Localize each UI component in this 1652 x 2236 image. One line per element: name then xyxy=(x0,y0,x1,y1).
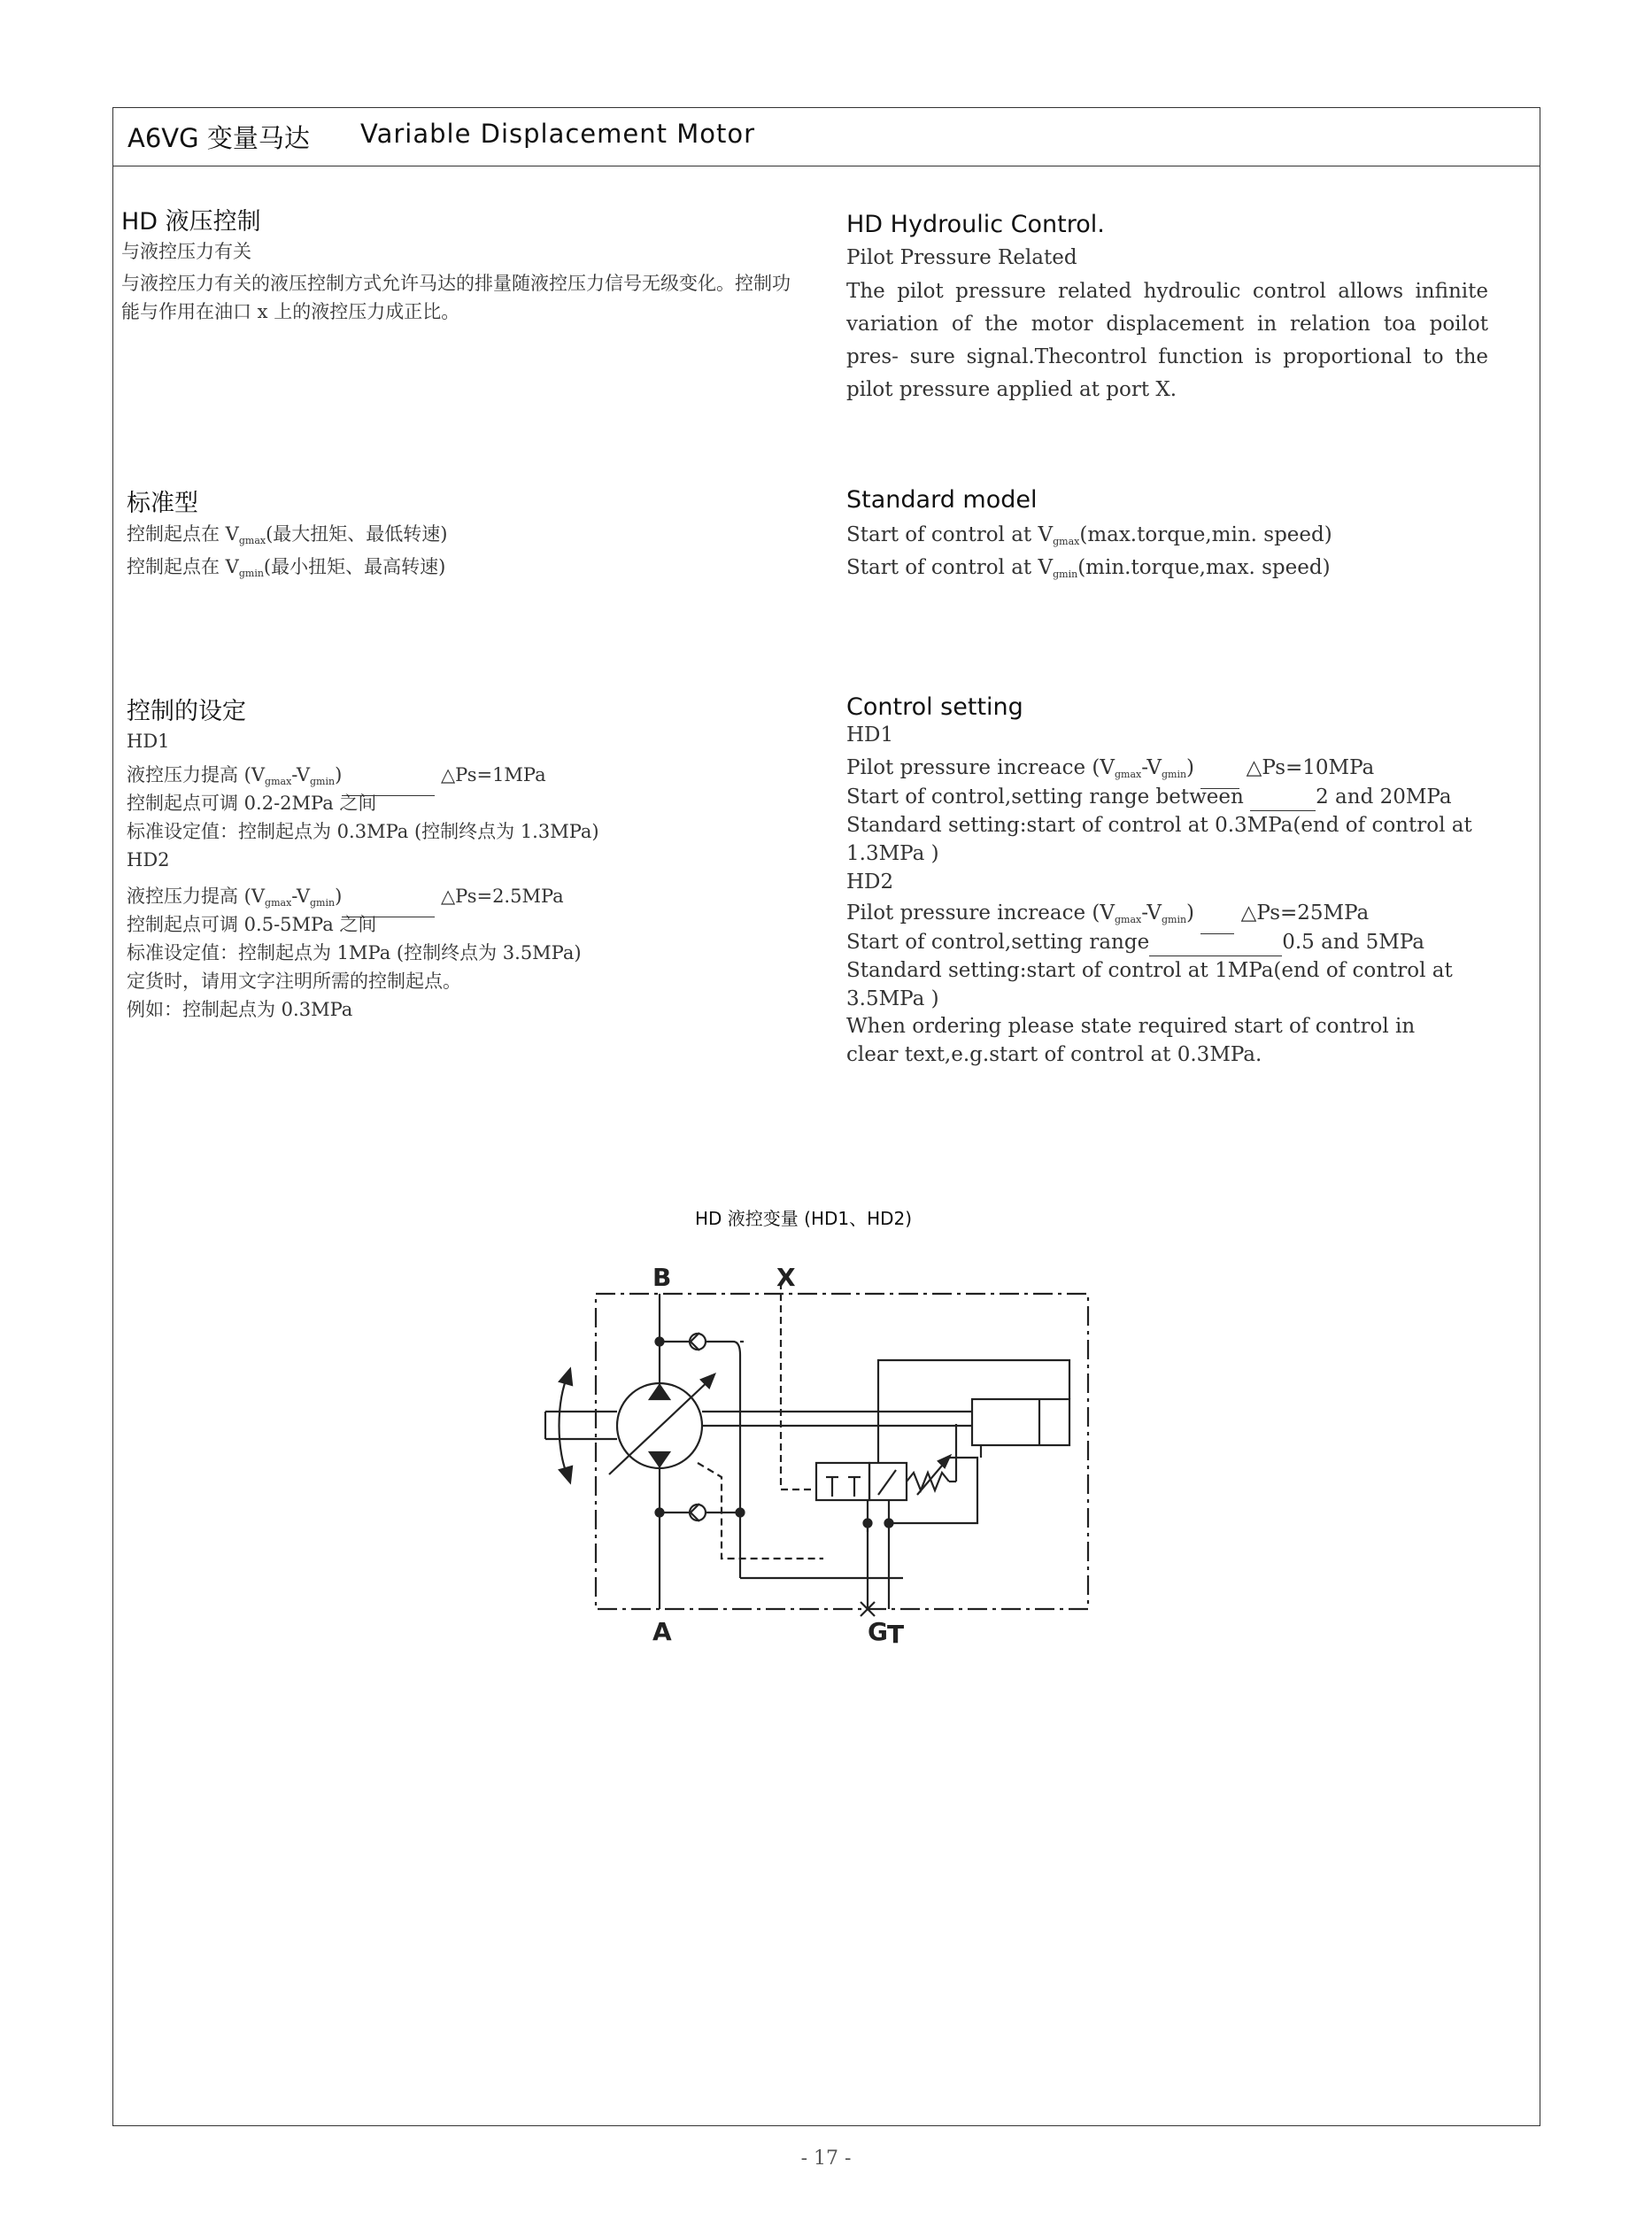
hd-title-cn: HD 液压控制 xyxy=(121,208,261,236)
page-header xyxy=(113,108,1540,166)
text: (最大扭矩、最低转速) xyxy=(266,523,448,545)
hd2-standard-cn: 标准设定值：控制起点为 1MPa (控制终点为 3.5MPa) xyxy=(127,942,582,963)
rotation-arrow-up xyxy=(560,1369,572,1385)
subscript: gmax xyxy=(1115,769,1142,780)
hd1-standard-cn: 标准设定值：控制起点为 0.3MPa (控制终点为 1.3MPa) xyxy=(127,821,599,842)
check-valve-top xyxy=(690,1334,706,1350)
example-cn: 例如：控制起点为 0.3MPa xyxy=(127,999,353,1020)
text: △Ps=10MPa xyxy=(1246,756,1375,779)
text: 液控压力提高 (V xyxy=(127,764,266,785)
shuttle-line-top xyxy=(706,1342,740,1513)
hd-sub-en: Pilot Pressure Related xyxy=(846,246,1077,269)
text: 控制起点在 V xyxy=(127,556,239,577)
text: Pilot pressure increace (V xyxy=(846,901,1115,925)
circuit-title: HD 液控变量 (HD1、HD2) xyxy=(695,1208,913,1229)
control-valve-left xyxy=(816,1463,869,1500)
text: ) xyxy=(335,886,343,907)
port-b-label: B xyxy=(652,1263,672,1292)
text: -V xyxy=(291,764,311,785)
pilot-line-x xyxy=(781,1282,816,1489)
drain-line xyxy=(698,1463,823,1559)
text: 控制起点在 V xyxy=(127,523,239,545)
text: Start of control at V xyxy=(846,556,1054,579)
subscript: gmin xyxy=(238,568,264,579)
subscript: gmax xyxy=(238,535,266,546)
hd2-label-cn: HD2 xyxy=(127,849,170,870)
hd1-range-cn: 控制起点可调 0.2-2MPa 之间 xyxy=(127,793,377,814)
port-x-label: X xyxy=(776,1263,796,1292)
text: (min.torque,max. speed) xyxy=(1077,556,1331,579)
hd1-label-en: HD1 xyxy=(846,723,894,747)
subscript: gmax xyxy=(1053,536,1080,547)
standard-line1-cn xyxy=(127,520,447,555)
text: Start of control,setting range between xyxy=(846,785,1244,809)
subscript: gmin xyxy=(1053,569,1078,580)
text: △Ps=2.5MPa xyxy=(440,886,564,907)
subscript: gmax xyxy=(1115,914,1142,925)
hd-title-en: HD Hydroulic Control. xyxy=(846,211,1105,238)
text: ) xyxy=(1186,901,1195,925)
standard-line2-en xyxy=(846,552,1331,591)
hd1-range-en xyxy=(846,783,1452,811)
text: ) xyxy=(1186,756,1195,779)
subscript: gmin xyxy=(310,897,336,909)
blank-line xyxy=(1149,940,1282,956)
order-note-en: When ordering please state required start of control in clear text,e.g.start of control at 0.3MPa. xyxy=(846,1015,1416,1066)
text: △Ps=25MPa xyxy=(1240,901,1370,925)
text: 液控压力提高 (V xyxy=(127,886,266,907)
subscript: gmin xyxy=(310,776,336,787)
text: Start of control,setting range xyxy=(846,931,1150,954)
port-t-label: T xyxy=(887,1620,905,1649)
hd1-standard-en: Standard setting:start of control at 0.3MPa(end of control at 1.3MPa ) xyxy=(846,814,1472,865)
subscript: gmax xyxy=(265,897,292,909)
hd2-range-en xyxy=(846,928,1424,956)
motor-arrow-top xyxy=(650,1385,669,1399)
standard-title-cn: 标准型 xyxy=(127,490,198,517)
text: -V xyxy=(1141,901,1162,925)
hd1-label-cn: HD1 xyxy=(127,731,170,752)
order-note-cn: 定货时，请用文字注明所需的控制起点。 xyxy=(127,971,461,992)
subscript: gmin xyxy=(1161,914,1187,925)
text: (最小扭矩、最高转速) xyxy=(263,556,446,577)
control-setting-title-en: Control setting xyxy=(846,693,1023,721)
text: ) xyxy=(335,764,343,785)
page-frame xyxy=(112,107,1540,2126)
hd2-range-cn: 控制起点可调 0.5-5MPa 之间 xyxy=(127,914,377,935)
rotation-arrow-down xyxy=(560,1466,572,1482)
text: 0.5 and 5MPa xyxy=(1282,931,1424,954)
check-valve-bottom xyxy=(690,1505,706,1520)
servo-cylinder xyxy=(972,1399,1069,1445)
port-a-label: A xyxy=(652,1617,672,1646)
hd-body-cn: 与液控压力有关的液压控制方式允许马达的排量随液控压力信号无级变化。控制功能与作用在油口 x 上的液控压力成正比。 xyxy=(121,273,791,322)
text: Pilot pressure increace (V xyxy=(846,756,1115,779)
motor-arrow-bottom xyxy=(650,1452,669,1466)
standard-title-en: Standard model xyxy=(846,486,1038,514)
text: △Ps=1MPa xyxy=(440,764,546,785)
text: 2 and 20MPa xyxy=(1316,785,1452,809)
header-title-cn: A6VG 变量马达 xyxy=(127,123,310,153)
hd2-standard-en: Standard setting:start of control at 1MPa(end of control at 3.5MPa ) xyxy=(846,959,1453,1010)
page-number: - 17 - xyxy=(800,2147,852,2170)
rotation-arc xyxy=(560,1374,569,1477)
subscript: gmax xyxy=(265,776,292,787)
text: -V xyxy=(1141,756,1162,779)
text: (max.torque,min. speed) xyxy=(1079,523,1332,546)
header-title-en: Variable Displacement Motor xyxy=(360,119,756,149)
valve-feed-line xyxy=(889,1458,977,1523)
text: Start of control at V xyxy=(846,523,1054,546)
hd-sub-cn: 与液控压力有关 xyxy=(121,241,251,262)
port-g-label: G xyxy=(868,1617,888,1646)
blank-line xyxy=(1250,794,1316,811)
control-setting-title-cn: 控制的设定 xyxy=(127,698,246,725)
hd-body-en: The pilot pressure related hydroulic control allows infinite variation of the motor displacement in relation toa poilot pres- sure signal.Thecontrol function is proportional to the pilot pressure applied at port X. xyxy=(846,280,1488,401)
hd2-label-en: HD2 xyxy=(846,870,894,894)
text: -V xyxy=(291,886,311,907)
hydraulic-circuit-diagram xyxy=(531,1257,1115,1665)
standard-line2-cn xyxy=(127,553,445,588)
valve-flow-arrow xyxy=(878,1470,896,1495)
subscript: gmin xyxy=(1161,769,1187,780)
